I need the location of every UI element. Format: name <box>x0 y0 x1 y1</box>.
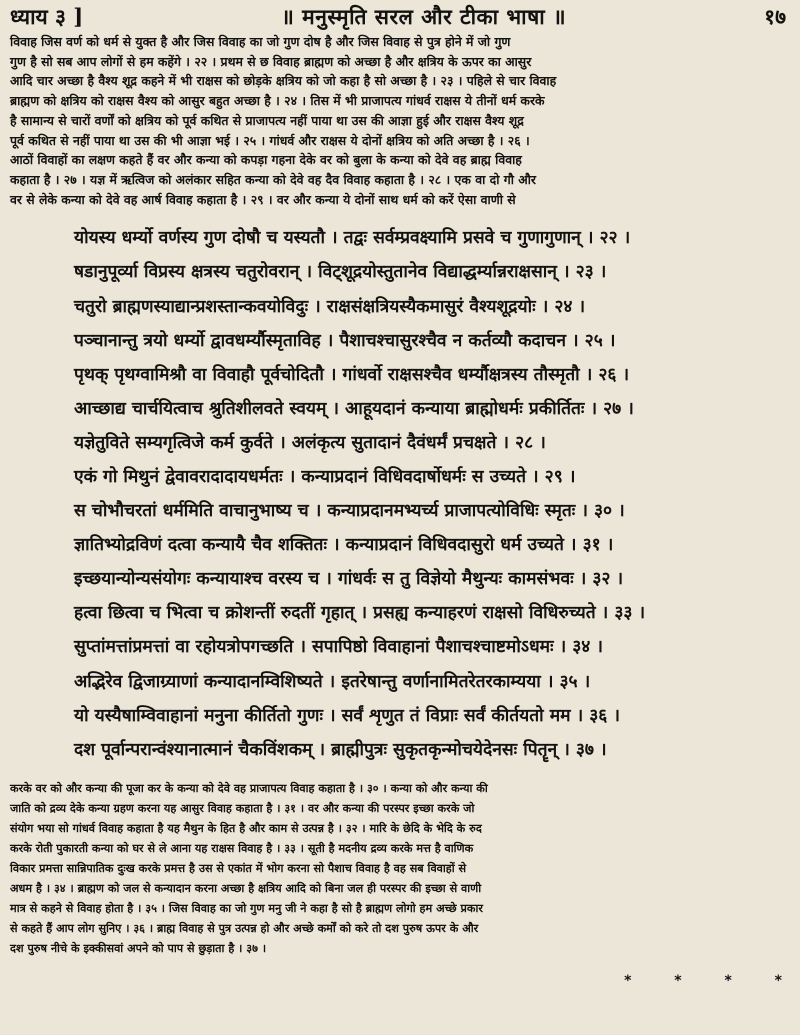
page-header <box>10 4 786 32</box>
section-end-stars: * * * * <box>624 973 782 989</box>
translation-line: करके वर को और कन्या की पूजा कर के कन्या को देवे वह प्राजापत्य विवाह कहाता है । ३० । कन्या को और कन्या की <box>10 781 488 795</box>
verse-line: इच्छयान्योन्यसंयोगः कन्यायाश्च वरस्य च । गांधर्वः स तु विज्ञेयो मैथुन्यः कामसंभवः । ३२ । <box>74 569 624 590</box>
verse-line: सुप्तांमत्तांप्रमत्तां वा रहोयत्रोपगच्छति । सपापिष्ठो विवाहानां पैशाचश्चाष्टमोऽधमः । ३४ । <box>74 637 603 658</box>
verse-line: योयस्य धर्म्यो वर्णस्य गुण दोषौ च यस्यतौ । तद्वः सर्वम्प्रवक्ष्यामि प्रसवे च गुणागुणान् । २२ । <box>74 228 631 249</box>
translation-line: से कहते हैं आप लोग सुनिए । ३६ । ब्राह्म विवाह से पुत्र उत्पन्न हो और अच्छे कर्मों को करे तो दश पुरुष ऊपर के और <box>10 921 479 935</box>
verse-line: षडानुपूर्व्या विप्रस्य क्षत्रस्य चतुरोवरान् । विट्शूद्रयोस्तुतानेव विद्याद्धर्म्यान्नराक्षसान् । २३ । <box>74 262 607 283</box>
translation-block <box>10 779 786 959</box>
verse-line: चतुरो ब्राह्मणस्याद्यान्प्रशस्तान्कवयोविदुः । राक्षसंक्षत्रियस्यैकमासुरं वैश्यशूद्रयोः । २४ । <box>74 296 586 317</box>
translation-line: विकार प्रमत्ता सान्निपातिक दुःख करके प्रमत्त है उस से एकांत में भोग करना सो पैशाच विवाह है वह सब विवाहों से <box>10 861 467 875</box>
commentary-line: आदि चार अच्छा है वैश्य शूद्र कहने में भी राक्षस को छोड़के क्षत्रिय को जो कहा है सो अच्छा है । २३ । पहिले से चार विवाह <box>10 73 557 89</box>
verse-line: आच्छाद्य चार्चयित्वाच श्रुतिशीलवते स्वयम् । आहूयदानं कन्याया ब्राह्मोधर्मः प्रकीर्तितः । २७ । <box>74 398 634 419</box>
commentary-block <box>10 32 786 209</box>
verse-line: यो यस्यैषाम्विवाहानां मनुना कीर्तितो गुणः । सर्वं शृणुत तं विप्राः सर्वं कीर्तयतो मम । ३६ । <box>74 705 620 726</box>
commentary-line: पूर्व कथित से नहीं पाया था उस की भी आज्ञा भई । २५ । गांधर्व और राक्षस ये दोनों क्षत्रिय को अति अच्छा है । २६ । <box>10 132 530 148</box>
commentary-line: गुण है सो सब आप लोगों से हम कहेंगे । २२ । प्रथम से छ विवाह ब्राह्मण को अच्छा है और क्षत्रिय के ऊपर का आसुर <box>10 53 532 69</box>
translation-line: अधम है । ३४ । ब्राह्मण को जल से कन्यादान करना अच्छा है क्षत्रिय आदि को बिना जल ही परस्पर की इच्छा से वाणी <box>10 881 482 895</box>
commentary-line: विवाह जिस वर्ण को धर्म से युक्त है और जिस विवाह का जो गुण दोष है और जिस विवाह से पुत्र होने में जो गुण <box>10 34 511 49</box>
verse-line: यज्ञेतुविते सम्यगृत्विजे कर्म कुर्वते । अलंकृत्य सुतादानं दैवंधर्मं प्रचक्षते । २८ । <box>74 432 546 453</box>
commentary-line: ब्राह्मण को क्षत्रिय को राक्षस वैश्य को आसुर बहुत अच्छा है । २४ । तिस में भी प्राजापत्य गांधर्व राक्षस ये तीनों धर्म करके <box>10 93 545 109</box>
commentary-line: है सामान्य से चारों वर्णों को क्षत्रिय को पूर्व कथित से प्राजापत्य नहीं पाया था उस की आज्ञा हुई और राक्षस वैश्य शूद्र <box>10 112 524 128</box>
chapter-marker: ध्याय ३ ] <box>10 4 84 29</box>
verse-line: ज्ञातिभ्योद्रविणं दत्वा कन्यायै चैव शक्तितः । कन्याप्रदानं विधिवदासुरो धर्म उच्यते । ३१ । <box>74 535 614 556</box>
translation-line: संयोग भया सो गांधर्व विवाह कहाता है यह मैथुन के हित है और काम से उत्पन्न है । ३२ । मारि के छेदि के भेदि के रुद <box>10 821 482 835</box>
page-number: १७ <box>764 4 786 29</box>
translation-line: करके रोती पुकारती कन्या को घर से ले आना यह राक्षस विवाह है । ३३ । सूती है मदनीय द्रव्य करके मत्त है वाणिक <box>10 841 474 855</box>
running-title: ॥ मनुस्मृति सरल और टीका भाषा ॥ <box>281 4 567 29</box>
commentary-line: कहाता है । २७ । यज्ञ में ऋत्विज को अलंकार सहित कन्या को देवे वह दैव विवाह कहाता है । २८ । एक वा दो गौ और <box>10 171 536 187</box>
verse-line: दश पूर्वान्परान्वंश्यानात्मानं चैकविंशकम् । ब्राह्मीपुत्रः सुकृतकृन्मोचयेदेनसः पितॄन् । ३७ । <box>74 739 607 760</box>
translation-line: मात्र से कहने से विवाह होता है । ३५ । जिस विवाह का जो गुण मनु जी ने कहा है सो है ब्राह्मण लोगो हम अच्छे प्रकार <box>10 901 483 915</box>
commentary-line: वर से लेके कन्या को देवे वह आर्ष विवाह कहाता है । २९ । वर और कन्या ये दोनों साथ धर्म को करें ऐसा वाणी से <box>10 191 516 207</box>
sanskrit-verses <box>10 221 786 767</box>
verse-line: स चोभौचरतां धर्ममिति वाचानुभाष्य च । कन्याप्रदानमभ्यर्च्य प्राजापत्योविधिः स्मृतः । ३० । <box>74 501 625 522</box>
verse-line: एकं गो मिथुनं द्वेवावरादादायधर्मतः । कन्याप्रदानं विधिवदार्षोधर्मः स उच्यते । २९ । <box>74 466 576 487</box>
verse-line: पृथक् पृथग्वामिश्रौ वा विवाहौ पूर्वचोदितौ । गांधर्वो राक्षसश्चैव धर्म्यौक्षत्रस्य तौस्मृतौ । २६ । <box>74 364 630 385</box>
verse-line: हत्वा छित्वा च भित्वा च क्रोशन्तीं रुदतीं गृहात् । प्रसह्य कन्याहरणं राक्षसो विधिरुच्यते । ३३ । <box>74 603 646 624</box>
translation-line: जाति को द्रव्य देके कन्या ग्रहण करना यह आसुर विवाह कहाता है । ३१ । वर और कन्या की परस्पर इच्छा करके जो <box>10 801 475 815</box>
verse-line: पञ्चानान्तु त्रयो धर्म्यो द्वावधर्म्यौस्मृताविह । पैशाचश्चासुरश्चैव न कर्तव्यौ कदाचन । २५ । <box>74 330 616 351</box>
commentary-line: आठों विवाहों का लक्षण कहते हैं वर और कन्या को कपड़ा गहना देके वर को बुला के कन्या को देवे वह ब्राह्म विवाह <box>10 152 522 168</box>
translation-line: दश पुरुष नीचे के इक्कीसवां अपने को पाप से छुड़ाता है । ३७ । <box>10 941 267 955</box>
verse-line: अद्भिरेव द्विजाग्र्याणां कन्यादानम्विशिष्यते । इतरेषान्तु वर्णानामितरेतरकाम्यया । ३५ । <box>74 671 591 692</box>
